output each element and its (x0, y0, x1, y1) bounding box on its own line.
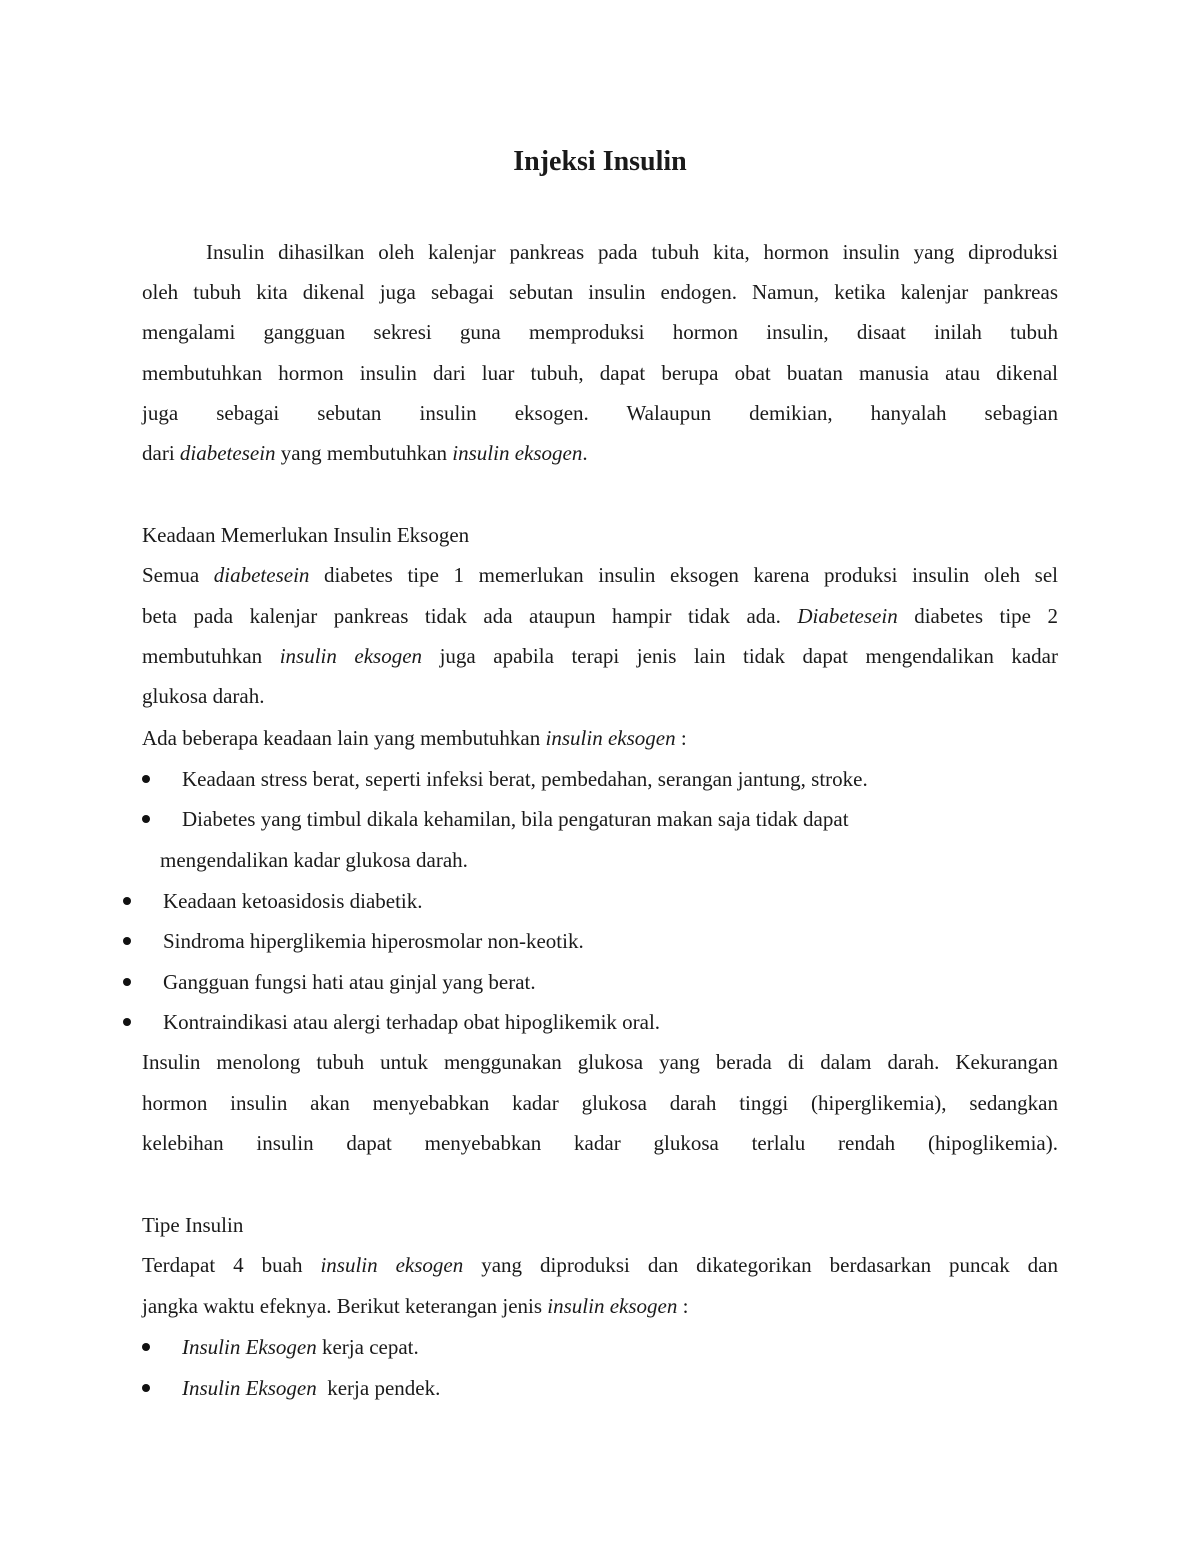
italic-term: insulin eksogen (279, 644, 423, 668)
paragraph-line (142, 641, 1058, 671)
italic-term: insulin eksogen (545, 726, 676, 750)
document-title: Injeksi Insulin (513, 146, 687, 177)
text-run: dari (142, 441, 180, 465)
italic-term: Insulin Eksogen (182, 1335, 317, 1359)
text-run: diabetes tipe 1 memerlukan insulin eksogen karena produksi insulin oleh sel (309, 563, 1059, 587)
list-item: Diabetes yang timbul dikala kehamilan, bila pengaturan makan saja tidak dapat (182, 807, 849, 831)
bullet-icon (142, 775, 150, 783)
section-heading: Keadaan Memerlukan Insulin Eksogen (142, 523, 470, 547)
text-run: : (677, 1294, 689, 1318)
list-item-continuation: mengendalikan kadar glukosa darah. (160, 848, 468, 872)
text-run: . (582, 441, 588, 465)
paragraph-line: glukosa darah. (142, 684, 265, 708)
paragraph-line: juga sebagai sebutan insulin eksogen. Walaupun demikian, hanyalah sebagian (142, 401, 1058, 425)
text-run: kerja pendek. (316, 1376, 441, 1400)
paragraph-line: membutuhkan hormon insulin dari luar tubuh, dapat berupa obat buatan manusia atau dikenal (142, 361, 1058, 385)
paragraph-line (142, 1291, 1058, 1321)
paragraph-line (142, 1250, 1058, 1280)
bullet-icon (142, 1384, 150, 1392)
text-run: beta pada kalenjar pankreas tidak ada ataupun hampir tidak ada. (142, 604, 798, 628)
paragraph-line: Insulin menolong tubuh untuk menggunakan glukosa yang berada di dalam darah. Kekurangan (142, 1050, 1058, 1074)
paragraph-line: Insulin dihasilkan oleh kalenjar pankreas pada tubuh kita, hormon insulin yang diproduksi (206, 240, 1058, 264)
list-item (182, 1373, 440, 1403)
text-run: diabetes tipe 2 (897, 604, 1059, 628)
text-run: yang diproduksi dan dikategorikan berdasarkan puncak dan (463, 1253, 1058, 1277)
list-item: Gangguan fungsi hati atau ginjal yang berat. (163, 970, 536, 994)
italic-term: Diabetesein (797, 604, 898, 628)
bullet-icon (123, 937, 131, 945)
bullet-icon (123, 1018, 131, 1026)
text-run: jangka waktu efeknya. Berikut keterangan jenis (142, 1294, 548, 1318)
bullet-icon (123, 978, 131, 986)
paragraph-line (142, 601, 1058, 631)
text-run: kerja cepat. (316, 1335, 419, 1359)
italic-term: diabetesein (213, 563, 310, 587)
bullet-icon (142, 1343, 150, 1351)
section-heading: Tipe Insulin (142, 1213, 244, 1237)
list-item: Keadaan stress berat, seperti infeksi berat, pembedahan, serangan jantung, stroke. (182, 767, 868, 791)
text-run: yang membutuhkan (275, 441, 453, 465)
paragraph-line: kelebihan insulin dapat menyebabkan kadar glukosa terlalu rendah (hipoglikemia). (142, 1131, 1058, 1155)
italic-term: insulin eksogen (547, 1294, 678, 1318)
italic-term: diabetesein (179, 441, 276, 465)
text-run: Terdapat 4 buah (142, 1253, 321, 1277)
text-run: Ada beberapa keadaan lain yang membutuhkan (142, 726, 546, 750)
paragraph-line (142, 560, 1058, 590)
text-run: : (675, 726, 687, 750)
list-item (182, 1332, 419, 1362)
italic-term: insulin eksogen (452, 441, 583, 465)
bullet-icon (123, 897, 131, 905)
italic-term: Insulin Eksogen (182, 1376, 317, 1400)
paragraph-line (142, 438, 1058, 468)
text-run: Semua (142, 563, 214, 587)
list-item: Kontraindikasi atau alergi terhadap obat hipoglikemik oral. (163, 1010, 661, 1034)
paragraph-line (142, 723, 1058, 753)
italic-term: insulin eksogen (320, 1253, 464, 1277)
list-item: Keadaan ketoasidosis diabetik. (163, 889, 423, 913)
text-run: membutuhkan (142, 644, 280, 668)
list-item: Sindroma hiperglikemia hiperosmolar non-keotik. (163, 929, 584, 953)
bullet-icon (142, 815, 150, 823)
paragraph-line: hormon insulin akan menyebabkan kadar glukosa darah tinggi (hiperglikemia), sedangkan (142, 1091, 1058, 1115)
paragraph-line: mengalami gangguan sekresi guna memproduksi hormon insulin, disaat inilah tubuh (142, 320, 1058, 344)
text-run: juga apabila terapi jenis lain tidak dapat mengendalikan kadar (422, 644, 1058, 668)
paragraph-line: oleh tubuh kita dikenal juga sebagai sebutan insulin endogen. Namun, ketika kalenjar pankreas (142, 280, 1058, 304)
